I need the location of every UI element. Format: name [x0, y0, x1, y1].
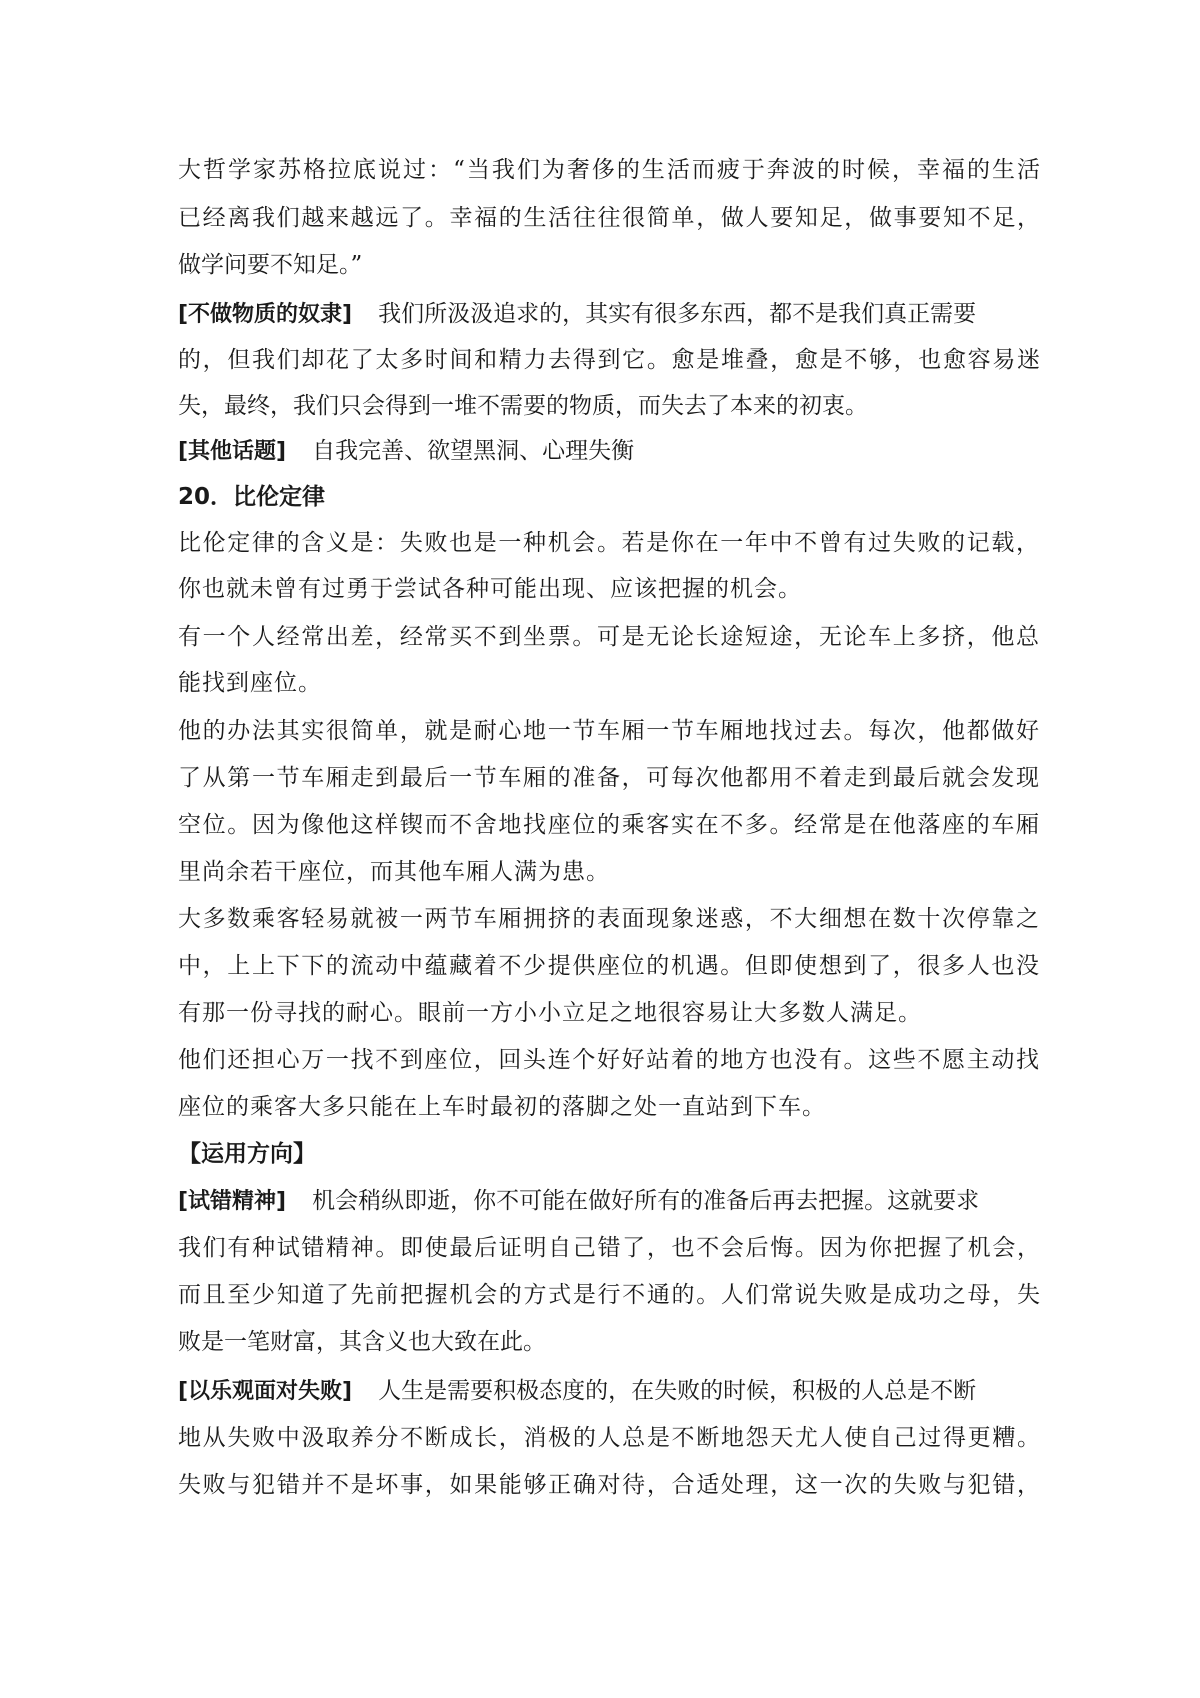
text-line: 而且至少知道了先前把握机会的方式是行不通的。人们常说失败是成功之母，失 — [178, 1282, 1040, 1308]
text-run: 我们所汲汲追求的，其实有很多东西，都不是我们真正需要 — [378, 301, 977, 327]
topic-tag: [不做物质的奴隶] — [178, 302, 353, 327]
text-run: 机会稍纵即逝，你不可能在做好所有的准备后再去把握。这就要求 — [312, 1188, 980, 1214]
topic-tag: [其他话题] — [178, 439, 287, 464]
text-line: 已经离我们越来越远了。幸福的生活往往很简单，做人要知足，做事要知不足， — [178, 205, 1040, 231]
text-line: 失败与犯错并不是坏事，如果能够正确对待，合适处理，这一次的失败与犯错， — [178, 1472, 1040, 1498]
text-line: 里尚余若干座位，而其他车厢人满为患。 — [178, 859, 610, 885]
text-line: 你也就未曾有过勇于尝试各种可能出现、应该把握的机会。 — [178, 576, 802, 602]
section-title: 比伦定律 — [233, 484, 326, 510]
text-line — [178, 297, 1040, 331]
topic-tag: [以乐观面对失败] — [178, 1379, 353, 1404]
text-line: 地从失败中汲取养分不断成长，消极的人总是不断地怨天尤人使自己过得更糟。 — [178, 1425, 1040, 1451]
text-line: 比伦定律的含义是：失败也是一种机会。若是你在一年中不曾有过失败的记载， — [178, 530, 1040, 556]
paragraph-other-topics — [178, 434, 1040, 468]
text-line: 做学问要不知足。” — [178, 252, 363, 278]
text-line: 有一个人经常出差，经常买不到坐票。可是无论长途短途，无论车上多挤，他总 — [178, 624, 1040, 650]
text-line: 他的办法其实很简单，就是耐心地一节车厢一节车厢地找过去。每次，他都做好 — [178, 718, 1040, 744]
text-line: 失，最终，我们只会得到一堆不需要的物质，而失去了本来的初衷。 — [178, 393, 868, 419]
text-line: 空位。因为像他这样锲而不舍地找座位的乘客实在不多。经常是在他落座的车厢 — [178, 812, 1040, 838]
text-line: 大哲学家苏格拉底说过：“当我们为奢侈的生活而疲于奔波的时候，幸福的生活 — [178, 157, 1040, 183]
text-line: 座位的乘客大多只能在上车时最初的落脚之处一直站到下车。 — [178, 1094, 826, 1120]
text-line — [178, 1374, 1040, 1408]
section-heading — [178, 480, 1040, 514]
text-line: 了从第一节车厢走到最后一节车厢的准备，可每次他都用不着走到最后就会发现 — [178, 765, 1040, 791]
text-line: 大多数乘客轻易就被一两节车厢拥挤的表面现象迷惑，不大细想在数十次停靠之 — [178, 906, 1040, 932]
text-line — [178, 1184, 1040, 1218]
text-line: 能找到座位。 — [178, 670, 322, 696]
text-line: 败是一笔财富，其含义也大致在此。 — [178, 1329, 546, 1355]
text-run: 人生是需要积极态度的，在失败的时候，积极的人总是不断 — [378, 1378, 977, 1404]
text-run: 自我完善、欲望黑洞、心理失衡 — [312, 438, 635, 464]
text-line: 中，上上下下的流动中蕴藏着不少提供座位的机遇。但即使想到了，很多人也没 — [178, 953, 1040, 979]
text-line: 他们还担心万一找不到座位，回头连个好好站着的地方也没有。这些不愿主动找 — [178, 1047, 1040, 1073]
text-line: 的，但我们却花了太多时间和精力去得到它。愈是堆叠，愈是不够，也愈容易迷 — [178, 347, 1040, 373]
topic-tag: [试错精神] — [178, 1189, 287, 1214]
text-line: 有那一份寻找的耐心。眼前一方小小立足之地很容易让大多数人满足。 — [178, 1000, 922, 1026]
usage-heading: 【运用方向】 — [178, 1141, 316, 1167]
section-number: 20． — [178, 484, 234, 510]
text-line: 我们有种试错精神。即使最后证明自己错了，也不会后悔。因为你把握了机会， — [178, 1235, 1040, 1261]
